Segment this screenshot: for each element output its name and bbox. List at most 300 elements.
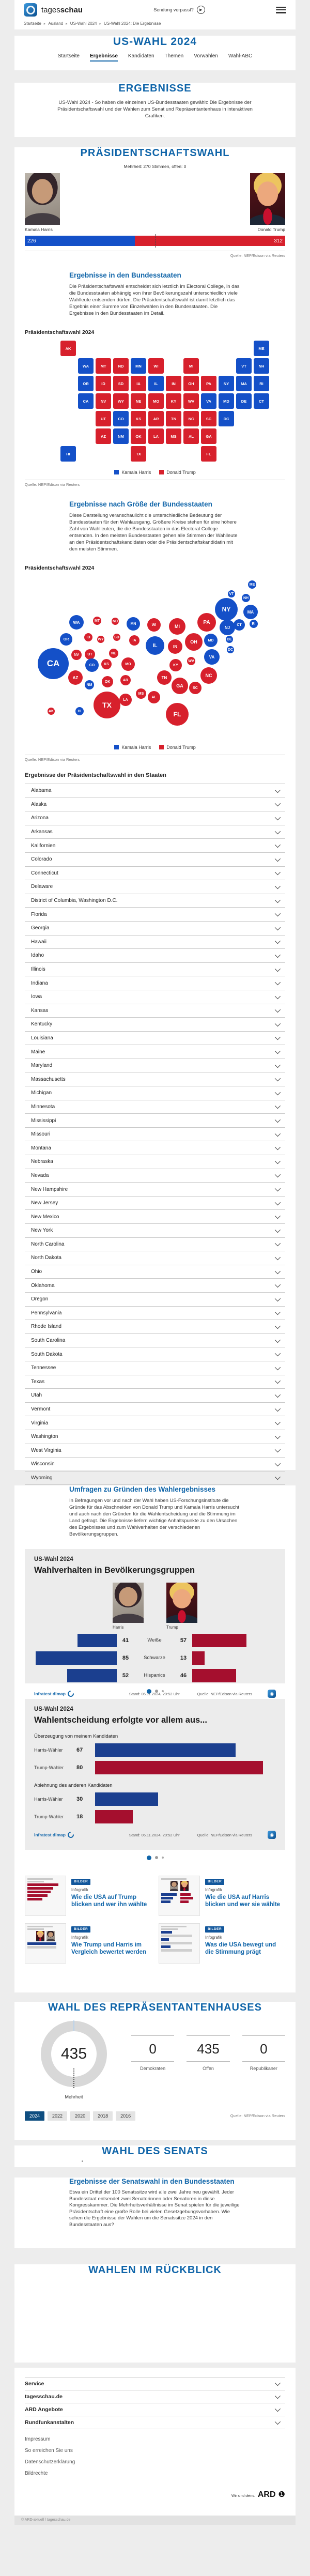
- cartogram-state-NC[interactable]: NC: [200, 667, 217, 684]
- group-label: Ablehnung des anderen Kandidaten: [34, 1783, 113, 1788]
- subheading-groesse: Ergebnisse nach Größe der Bundesstaaten: [69, 500, 212, 508]
- dot-3[interactable]: [162, 1857, 164, 1859]
- accordion-row-oklahoma[interactable]: [25, 1278, 285, 1292]
- cartogram-state-WY[interactable]: WY: [97, 636, 104, 643]
- state-name: Wyoming: [31, 1475, 53, 1481]
- tab-startseite[interactable]: Startseite: [57, 53, 80, 59]
- teaser-title[interactable]: Wie Trump und Harris im Vergleich bewertet werden: [71, 1942, 147, 1956]
- teaser-card-1[interactable]: [25, 1876, 151, 1916]
- chevron-down-icon: [275, 856, 281, 862]
- cartogram-state-CA[interactable]: CA: [38, 648, 69, 679]
- infratest-dimap-logo: infratest dimap: [34, 1691, 74, 1697]
- accordion-row-wyoming[interactable]: [25, 1471, 285, 1485]
- accordion-row-alabama[interactable]: [25, 784, 285, 798]
- harris-bar: [78, 1634, 117, 1647]
- section-title-repraesentantenhaus: WAHL DES REPRÄSENTANTENHAUSES: [48, 2002, 262, 2013]
- state-name: Kentucky: [31, 1021, 53, 1028]
- teaser-title[interactable]: Wie die USA auf Trump blicken und wer ihn wählte: [71, 1894, 147, 1908]
- state-name: Rhode Island: [31, 1324, 61, 1330]
- state-name: Washington: [31, 1434, 58, 1440]
- map-state-NE[interactable]: NE: [131, 393, 146, 409]
- map-state-UT[interactable]: UT: [96, 411, 111, 426]
- map-state-TX[interactable]: TX: [131, 446, 146, 462]
- breadcrumb-separator: ▸: [43, 22, 46, 26]
- footer-menu-rundfunkanstalten[interactable]: Rundfunkanstalten: [25, 2416, 285, 2429]
- trump-bar: [192, 1634, 246, 1647]
- map-state-NM[interactable]: NM: [113, 428, 129, 444]
- breadcrumb-item[interactable]: Ausland: [48, 21, 64, 26]
- cartogram-state-ID[interactable]: ID: [84, 633, 92, 641]
- accordion-row-oregon[interactable]: [25, 1292, 285, 1306]
- map-state-WY[interactable]: WY: [113, 393, 129, 409]
- accordion-row-kansas[interactable]: [25, 1004, 285, 1018]
- cartogram-state-MI[interactable]: MI: [169, 618, 185, 635]
- cartogram-state-MD[interactable]: MD: [204, 634, 218, 647]
- accordion-row-michigan[interactable]: [25, 1086, 285, 1100]
- map-state-NY[interactable]: NY: [219, 376, 234, 391]
- year-chip-2022[interactable]: 2022: [48, 2111, 67, 2121]
- chevron-down-icon: [275, 1309, 281, 1315]
- accordion-row-nevada[interactable]: [25, 1169, 285, 1183]
- accordion-row-new-jersey[interactable]: [25, 1196, 285, 1210]
- map-state-VT[interactable]: VT: [236, 358, 252, 374]
- cartogram-state-OR[interactable]: OR: [60, 633, 72, 646]
- page-title: US-WAHL 2024: [113, 36, 197, 48]
- cartogram-state-CO[interactable]: CO: [85, 658, 99, 672]
- teaser-kicker: Infografik: [71, 1935, 88, 1940]
- state-name: New Hampshire: [31, 1186, 68, 1192]
- cartogram-state-ND[interactable]: ND: [112, 618, 119, 625]
- accordion-row-massachusetts[interactable]: [25, 1072, 285, 1086]
- map-state-MO[interactable]: MO: [148, 393, 164, 409]
- cartogram-chart-label: Präsidentschaftswahl 2024: [25, 565, 95, 571]
- bilder-badge: BILDER: [71, 1926, 90, 1933]
- map-state-AR[interactable]: AR: [148, 411, 164, 426]
- chevron-down-icon: [275, 1158, 281, 1164]
- cartogram-state-NJ[interactable]: NJ: [220, 620, 235, 635]
- state-name: Illinois: [31, 967, 45, 973]
- cartogram-state-MO[interactable]: MO: [121, 657, 135, 671]
- map-state-WV[interactable]: WV: [183, 393, 199, 409]
- cartogram-state-TX[interactable]: TX: [94, 692, 120, 718]
- cartogram-state-NY[interactable]: NY: [215, 598, 238, 621]
- map-state-IN[interactable]: IN: [166, 376, 181, 391]
- chevron-down-icon: [275, 1034, 281, 1040]
- map-state-RI[interactable]: RI: [254, 376, 269, 391]
- accordion-row-iowa[interactable]: [25, 990, 285, 1004]
- accordion-row-indiana[interactable]: [25, 976, 285, 990]
- accordion-row-montana[interactable]: [25, 1141, 285, 1155]
- umfragen-heading: Umfragen zu Gründen des Wahlergebnisses: [69, 1485, 216, 1493]
- accordion-row-utah[interactable]: [25, 1388, 285, 1402]
- accordion-row-minnesota[interactable]: [25, 1100, 285, 1114]
- map-state-NH[interactable]: NH: [254, 358, 269, 374]
- chevron-down-icon: [275, 1144, 281, 1150]
- map-state-DE[interactable]: DE: [236, 393, 252, 409]
- cartogram-state-WI[interactable]: WI: [147, 618, 161, 632]
- tab-vorwahlen[interactable]: Vorwahlen: [194, 53, 218, 59]
- cartogram-state-ME[interactable]: ME: [248, 580, 256, 589]
- section-title-ergebnisse: ERGEBNISSE: [118, 83, 192, 94]
- accordion-row-mississippi[interactable]: [25, 1113, 285, 1127]
- chevron-down-icon: [275, 1405, 281, 1411]
- footer-link-impressum[interactable]: Impressum: [25, 2436, 51, 2442]
- cartogram-state-HI[interactable]: HI: [75, 707, 84, 715]
- state-name: Wisconsin: [31, 1461, 55, 1467]
- map-state-VA[interactable]: VA: [201, 393, 216, 409]
- map-state-KS[interactable]: KS: [131, 411, 146, 426]
- year-chip-2020[interactable]: 2020: [70, 2111, 90, 2121]
- map-state-NC[interactable]: NC: [183, 411, 199, 426]
- chevron-down-icon: [275, 2406, 281, 2412]
- chart-footer: [34, 1831, 276, 1839]
- map-state-IA[interactable]: IA: [131, 376, 146, 391]
- cartogram-state-NH[interactable]: NH: [242, 594, 250, 602]
- chevron-down-icon: [275, 1364, 281, 1370]
- map-state-ME[interactable]: ME: [254, 341, 269, 356]
- state-name: New Mexico: [31, 1214, 59, 1220]
- cartogram-state-AK[interactable]: AK: [48, 708, 55, 715]
- state-name: Missouri: [31, 1131, 51, 1138]
- map-state-AL[interactable]: AL: [183, 428, 199, 444]
- map-state-KY[interactable]: KY: [166, 393, 181, 409]
- accordion-row-vermont[interactable]: [25, 1402, 285, 1416]
- accordion-row-new-mexico[interactable]: [25, 1209, 285, 1223]
- accordion-row-wisconsin[interactable]: [25, 1457, 285, 1471]
- state-name: Iowa: [31, 994, 42, 1000]
- accordion-row-south-dakota[interactable]: [25, 1347, 285, 1361]
- accordion-row-florida[interactable]: [25, 907, 285, 921]
- accordion-row-new-york[interactable]: [25, 1223, 285, 1237]
- map-state-LA[interactable]: LA: [148, 428, 164, 444]
- cartogram-state-MT[interactable]: MT: [93, 617, 101, 625]
- butterfly-row-weiße: 41 Weiße 57: [34, 1633, 276, 1647]
- state-name: South Dakota: [31, 1351, 63, 1357]
- cartogram-state-PA[interactable]: PA: [197, 613, 216, 632]
- cartogram-state-FL[interactable]: FL: [166, 703, 189, 726]
- cartogram-state-KY[interactable]: KY: [169, 659, 182, 671]
- bilder-badge: BILDER: [71, 1879, 90, 1885]
- map-state-SD[interactable]: SD: [113, 376, 129, 391]
- state-name: Kalifornien: [31, 842, 56, 849]
- accordion-row-alaska[interactable]: [25, 798, 285, 811]
- footer-link-datenschutzerkl-rung[interactable]: Datenschutzerklärung: [25, 2459, 75, 2465]
- cartogram-state-TN[interactable]: TN: [157, 670, 172, 685]
- map-state-MI[interactable]: MI: [183, 358, 199, 374]
- map-state-TN[interactable]: TN: [166, 411, 181, 426]
- accordion-row-colorado[interactable]: [25, 852, 285, 866]
- accordion-row-tennessee[interactable]: [25, 1361, 285, 1375]
- us-states-map: [25, 341, 285, 464]
- cartogram-state-OH[interactable]: OH: [185, 633, 203, 651]
- map-state-MT[interactable]: MT: [96, 358, 111, 374]
- chevron-down-icon: [275, 1076, 281, 1081]
- footer-menu-service[interactable]: Service: [25, 2377, 285, 2390]
- chevron-down-icon: [275, 1186, 281, 1191]
- year-chip-2016[interactable]: 2016: [116, 2111, 135, 2121]
- state-name: North Carolina: [31, 1241, 65, 1247]
- accordion-row-louisiana[interactable]: [25, 1031, 285, 1045]
- teaser-kicker: Infografik: [205, 1935, 222, 1940]
- cartogram-state-KS[interactable]: KS: [101, 659, 112, 669]
- chevron-down-icon: [275, 925, 281, 930]
- accordion-row-north-carolina[interactable]: [25, 1237, 285, 1251]
- chevron-down-icon: [275, 801, 281, 806]
- accordion-row-west-virginia[interactable]: [25, 1444, 285, 1458]
- cartogram-state-NV[interactable]: NV: [71, 650, 82, 660]
- state-name: Arkansas: [31, 829, 53, 835]
- cartogram-state-RI[interactable]: RI: [250, 620, 258, 628]
- accordion-row-arkansas[interactable]: [25, 825, 285, 839]
- cartogram-state-DC[interactable]: DC: [227, 646, 234, 653]
- accordion-row-georgia[interactable]: [25, 921, 285, 935]
- state-name: Ohio: [31, 1269, 42, 1275]
- president-section: [14, 147, 296, 1481]
- breadcrumb-item[interactable]: Startseite: [24, 21, 41, 26]
- cartogram-state-LA[interactable]: LA: [119, 694, 132, 706]
- harris-bar: [67, 1669, 117, 1682]
- accordion-row-ohio[interactable]: [25, 1265, 285, 1279]
- chevron-down-icon: [275, 1282, 281, 1287]
- cartogram-state-AZ[interactable]: AZ: [68, 670, 83, 685]
- chevron-down-icon: [275, 1103, 281, 1109]
- map-state-IL[interactable]: IL: [148, 376, 164, 391]
- cartogram-state-AR[interactable]: AR: [120, 675, 131, 685]
- majority-dashed-marker: [73, 2068, 74, 2088]
- senate-section: [14, 2145, 296, 2167]
- accordion-row-maine[interactable]: [25, 1045, 285, 1059]
- footer-link-so-erreichen-sie-uns[interactable]: So erreichen Sie uns: [25, 2448, 73, 2454]
- hamburger-menu-icon[interactable]: [276, 7, 286, 13]
- loading-dot: [82, 2160, 83, 2162]
- cartogram-state-OK[interactable]: OK: [102, 676, 113, 687]
- chart-footer: [34, 1690, 276, 1698]
- rueckblick-section: [14, 2264, 296, 2363]
- breadcrumb-separator: ▸: [66, 22, 68, 26]
- carousel-dots: [25, 1850, 285, 1865]
- cartogram-state-IA[interactable]: IA: [129, 635, 140, 646]
- cartogram-state-MA[interactable]: MA: [243, 605, 258, 619]
- accordion-row-arizona[interactable]: [25, 811, 285, 825]
- state-name: Nevada: [31, 1172, 49, 1178]
- accordion-row-washington[interactable]: [25, 1430, 285, 1444]
- map-state-WA[interactable]: WA: [78, 358, 94, 374]
- cartogram-state-IN[interactable]: IN: [168, 639, 182, 654]
- trump-photo: [250, 173, 285, 225]
- chevron-down-icon: [275, 1337, 281, 1342]
- site-header: [14, 0, 296, 29]
- accordion-row-hawaii[interactable]: [25, 935, 285, 949]
- chevron-down-icon: [275, 869, 281, 875]
- dot-2[interactable]: [155, 1856, 158, 1859]
- map-state-WI[interactable]: WI: [148, 358, 164, 374]
- map-state-MS[interactable]: MS: [166, 428, 181, 444]
- tagesschau-logo-text[interactable]: tagesschau: [41, 5, 83, 14]
- accordion-row-district-of-columbia-washington-d-c-[interactable]: [25, 894, 285, 908]
- senate-results-section: [14, 2178, 296, 2248]
- accordion-row-connecticut[interactable]: [25, 866, 285, 880]
- chevron-down-icon: [275, 2393, 281, 2399]
- map-state-OK[interactable]: OK: [131, 428, 146, 444]
- chevron-down-icon: [275, 1461, 281, 1466]
- sendung-verpasst-link[interactable]: Sendung verpasst? ▶: [153, 6, 205, 14]
- accordion-row-nebraska[interactable]: [25, 1155, 285, 1169]
- house-total-seats: 435: [60, 2045, 87, 2062]
- chevron-down-icon: [275, 1172, 281, 1177]
- state-name: Indiana: [31, 980, 48, 986]
- map-state-CO[interactable]: CO: [113, 411, 129, 426]
- footer-menu-ard-angebote[interactable]: ARD Angebote: [25, 2403, 285, 2416]
- copyright-bar: © ARD-aktuell / tagesschau.de: [14, 2516, 296, 2525]
- butterfly-row-hispanics: 52 Hispanics 46: [34, 1668, 276, 1682]
- groesse-text: Diese Darstellung veranschaulicht die unterschiedliche Bedeutung der Bundesstaaten für den Wahlausgang. Größere Kreise stehen für eine höhere Zahl von Wahlleuten, die die Bundesstaaten in das Electoral College entsenden. In den meisten Bundesstaaten gehen alle Stimmen der Wahlleute an den Präsidentschaftskandidaten oder die Präsidentschaftskandidatin mit den meisten Stimmen.: [69, 513, 238, 552]
- teaser-title[interactable]: Was die USA bewegt und die Stimmung prägt: [205, 1942, 276, 1956]
- accordion-row-pennsylvania[interactable]: [25, 1306, 285, 1320]
- house-section: [14, 2002, 296, 2140]
- cartogram-state-NE[interactable]: NE: [109, 649, 118, 658]
- map-state-ND[interactable]: ND: [113, 358, 129, 374]
- cartogram-state-WV[interactable]: WV: [187, 657, 195, 665]
- year-chip-2018[interactable]: 2018: [93, 2111, 113, 2121]
- accordion-row-texas[interactable]: [25, 1375, 285, 1389]
- map-state-HI[interactable]: HI: [60, 446, 76, 462]
- accordion-row-kentucky[interactable]: [25, 1017, 285, 1031]
- map-state-OH[interactable]: OH: [183, 376, 199, 391]
- ard-claim: Wir sind deins.: [231, 2494, 255, 2498]
- teaser-kicker: Infografik: [71, 1888, 88, 1892]
- state-name: Nebraska: [31, 1159, 53, 1165]
- majority-label: Mehrheit: [65, 2094, 83, 2099]
- accordion-row-south-carolina[interactable]: [25, 1333, 285, 1347]
- accordion-row-rhode-island[interactable]: [25, 1320, 285, 1333]
- cartogram-state-NM[interactable]: NM: [85, 680, 94, 689]
- map-state-AK[interactable]: AK: [60, 341, 76, 356]
- accordion-row-idaho[interactable]: [25, 948, 285, 962]
- butterfly-chart: [34, 1633, 276, 1682]
- chevron-down-icon: [275, 1131, 281, 1137]
- tab-kandidaten[interactable]: Kandidaten: [128, 53, 154, 59]
- state-name: Kansas: [31, 1007, 49, 1014]
- cartogram-state-CT[interactable]: CT: [234, 619, 245, 631]
- accordion-row-missouri[interactable]: [25, 1127, 285, 1141]
- cartogram-state-GA[interactable]: GA: [172, 678, 188, 694]
- map-state-SC[interactable]: SC: [201, 411, 216, 426]
- accordion-row-illinois[interactable]: [25, 962, 285, 976]
- ard-chip-icon: ◉: [268, 1690, 276, 1698]
- tagesschau-logo-icon[interactable]: [24, 3, 37, 17]
- teaser-card-4[interactable]: [159, 1923, 285, 1964]
- map-state-MN[interactable]: MN: [131, 358, 146, 374]
- footer-menu-tagesschau-de[interactable]: tagesschau.de: [25, 2390, 285, 2403]
- cartogram-state-IL[interactable]: IL: [146, 636, 164, 655]
- chart-card-wahlverhalten: [25, 1549, 285, 1696]
- map-state-CA[interactable]: CA: [78, 393, 94, 409]
- accordion-row-maryland[interactable]: [25, 1059, 285, 1072]
- chevron-down-icon: [275, 1227, 281, 1233]
- accordion-row-delaware[interactable]: [25, 880, 285, 894]
- accordion-row-virginia[interactable]: [25, 1416, 285, 1430]
- source-note: Quelle: NEP/Edison via Reuters: [25, 757, 80, 762]
- harris-bar: [36, 1651, 117, 1665]
- teaser-card-2[interactable]: [159, 1876, 285, 1916]
- map-state-FL[interactable]: FL: [201, 446, 216, 462]
- map-state-ID[interactable]: ID: [96, 376, 111, 391]
- cartogram-state-SC[interactable]: SC: [189, 682, 202, 694]
- state-name: Louisiana: [31, 1035, 53, 1041]
- cartogram-state-MN[interactable]: MN: [127, 617, 140, 631]
- accordion-row-kalifornien[interactable]: [25, 838, 285, 852]
- state-name: Florida: [31, 911, 47, 917]
- tab-bar: [14, 53, 296, 62]
- cartogram-state-VA[interactable]: VA: [204, 649, 220, 665]
- state-name: Georgia: [31, 925, 50, 931]
- cartogram-state-DE[interactable]: DE: [226, 636, 233, 643]
- intro-card: [14, 83, 296, 137]
- teaser-card-3[interactable]: [25, 1923, 151, 1964]
- section-title-senat: WAHL DES SENATS: [102, 2145, 208, 2157]
- chevron-down-icon: [275, 1062, 281, 1068]
- cartogram-state-MS[interactable]: MS: [136, 688, 146, 699]
- chevron-down-icon: [275, 883, 281, 889]
- teaser-title[interactable]: Wie die USA auf Harris blicken und wer sie wählte: [205, 1894, 281, 1908]
- year-chip-2024[interactable]: 2024: [25, 2111, 44, 2121]
- accordion-row-new-hampshire[interactable]: [25, 1182, 285, 1196]
- map-state-CT[interactable]: CT: [254, 393, 269, 409]
- senate-results-text: Etwa ein Drittel der 100 Senatssitze wird alle zwei Jahre neu gewählt. Jeder Bundesstaat entsendet zwei Senatorinnen oder Senatoren in diese Kongresskammer. Die Mehrheitsverhältnisse im Senat spielen für die jeweilige Präsidentschaft eine große Rolle bei vielen Gesetzgebungsvorhaben. Wie sehen die Ergebnisse der Wahlen um die Senatssitze 2024 in den Bundesstaaten aus?: [69, 2189, 240, 2228]
- state-name: Maryland: [31, 1063, 53, 1069]
- map-state-GA[interactable]: GA: [201, 428, 216, 444]
- accordion-row-north-dakota[interactable]: [25, 1251, 285, 1265]
- breadcrumb-item[interactable]: US-Wahl 2024: [70, 21, 97, 26]
- umfragen-text: In Befragungen vor und nach der Wahl haben US-Forschungsinstitute die Gründe für das Abschneiden von Donald Trump und Kamala Harris untersucht und auch nach den Gründen für die Wahlentscheidung und die Stimmung im Land gefragt. Die Ergebnisse liefern wichtige Anhaltspunkte zu den Ursachen des Ergebnisses und zum Wahlverhalten der verschiedenen Bevölkerungsgruppen.: [69, 1498, 239, 1537]
- cartogram-state-WA[interactable]: WA: [69, 615, 84, 630]
- group-label: Überzeugung von meinem Kandidaten: [34, 1734, 118, 1739]
- chevron-down-icon: [275, 938, 281, 944]
- map-state-AZ[interactable]: AZ: [96, 428, 111, 444]
- house-stat-offen: 435 Offen: [187, 2035, 229, 2099]
- harris-photo-small: [113, 1583, 144, 1623]
- tab-themen[interactable]: Themen: [164, 53, 184, 59]
- cartogram-state-AL[interactable]: AL: [148, 691, 160, 703]
- breadcrumb-item[interactable]: US-Wahl 2024: Die Ergebnisse: [104, 21, 161, 26]
- dot-1[interactable]: [147, 1856, 151, 1860]
- cartogram-state-UT[interactable]: UT: [85, 649, 95, 660]
- map-state-OR[interactable]: OR: [78, 376, 94, 391]
- map-state-MA[interactable]: MA: [236, 376, 252, 391]
- teaser-thumbnail: [159, 1876, 200, 1916]
- trump-votes-bar: 312: [135, 236, 285, 246]
- chevron-down-icon: [275, 952, 281, 958]
- year-selector: [25, 2111, 285, 2120]
- cartogram-state-VT[interactable]: VT: [228, 590, 235, 597]
- trump-bar: [192, 1651, 205, 1665]
- section-title-praesidentschaftswahl: PRÄSIDENTSCHAFTSWAHL: [80, 147, 230, 159]
- map-state-DC[interactable]: DC: [219, 411, 234, 426]
- state-name: Minnesota: [31, 1103, 55, 1110]
- chevron-down-icon: [275, 842, 281, 848]
- state-name: Alabama: [31, 788, 52, 794]
- tab-ergebnisse[interactable]: Ergebnisse: [90, 53, 118, 62]
- map-state-MD[interactable]: MD: [219, 393, 234, 409]
- state-name: Mississippi: [31, 1117, 56, 1124]
- footer-link-bildrechte[interactable]: Bildrechte: [25, 2471, 48, 2476]
- bilder-badge: BILDER: [205, 1926, 224, 1933]
- map-state-PA[interactable]: PA: [201, 376, 216, 391]
- tab-wahl-abc[interactable]: Wahl-ABC: [228, 53, 253, 59]
- map-state-NV[interactable]: NV: [96, 393, 111, 409]
- cartogram-state-SD[interactable]: SD: [113, 634, 120, 641]
- chevron-down-icon: [275, 1296, 281, 1301]
